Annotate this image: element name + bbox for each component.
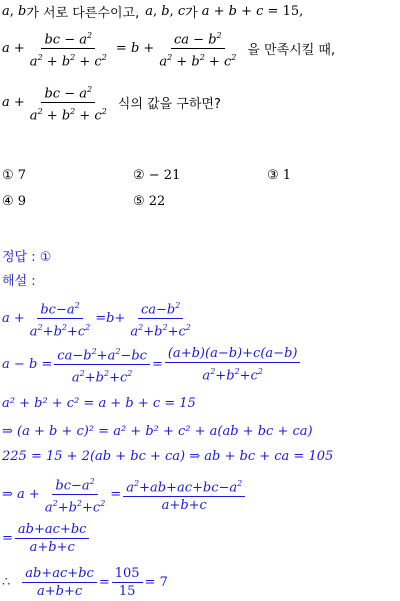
solution-step-5: 225 = 15 + 2(ab + bc + ca) ⇒ ab + bc + ca = 105 — [2, 449, 334, 464]
ask-fraction: $\frac{bc - a^2}{a^2 + b^2 + c^2}$ — [27, 82, 110, 124]
final-denominator: 15 — [118, 584, 136, 599]
problem-text-1: 가 서로 다른수이고, — [26, 6, 140, 21]
answer-label: 정답 : ① — [2, 250, 52, 265]
choice-4[interactable]: ④ 9 — [2, 194, 27, 209]
condition-fraction-2: $\frac{ca - b^2}{a^2 + b^2 + c^2}$ — [156, 28, 239, 70]
solution-step-1: a + $\frac{bc-a^2}{a^2+b^2+c^2}$ = b + $\frac{ca-b^2}{a^2+b^2+c^2}$ — [2, 298, 196, 340]
solution-step-6: ⇒ a + $\frac{bc-a^2}{a^2+b^2+c^2}$ = $\frac{a^2+ab+ac+bc-a^2}{a+b+c}$ — [2, 474, 247, 516]
condition-fraction-1: $\frac{bc - a^2}{a^2 + b^2 + c^2}$ — [27, 28, 110, 70]
solution-step-3: a² + b² + c² = a + b + c = 15 — [2, 396, 196, 411]
problem-ga: 가 — [185, 6, 198, 21]
choice-2[interactable]: ② − 21 — [133, 168, 181, 183]
condition-text: 을 만족시킬 때, — [247, 43, 336, 59]
problem-condition: a + $\frac{bc - a^2}{a^2 + b^2 + c^2}$ = b + $\frac{ca - b^2}{a^2 + b^2 + c^2}$ 을 만족시킬 때, — [2, 28, 335, 70]
choice-1[interactable]: ① 7 — [2, 168, 27, 183]
solution-step-7: = $\frac{ab+ac+bc}{a+b+c}$ — [2, 522, 91, 555]
choice-3[interactable]: ③ 1 — [267, 168, 292, 183]
solution-final: ∴ $\frac{ab+ac+bc}{a+b+c}$ = $\frac{105}{15}$ = 7 — [2, 566, 168, 599]
final-result: = 7 — [144, 575, 168, 590]
solution-step-2: a − b = $\frac{ca-b^2+a^2-bc}{a^2+b^2+c^2}$ = $\frac{(a+b)(a-b)+c(a-b)}{a^2+b^2+c^2}$ — [2, 344, 302, 386]
explanation-label: 해설 : — [2, 274, 36, 289]
problem-ask: a + $\frac{bc - a^2}{a^2 + b^2 + c^2}$ 식의 값을 구하면? — [2, 82, 221, 124]
solution-step-4: ⇒ (a + b + c)² = a² + b² + c² + a(ab + bc + ca) — [2, 424, 313, 439]
problem-line-1: a , b 가 서로 다른수이고, a , b , c 가 a + b + c = 15, — [2, 4, 304, 21]
choice-5[interactable]: ⑤ 22 — [133, 194, 166, 209]
final-numerator: 105 — [112, 566, 143, 583]
ask-text: 식의 값을 구하면? — [117, 97, 221, 113]
